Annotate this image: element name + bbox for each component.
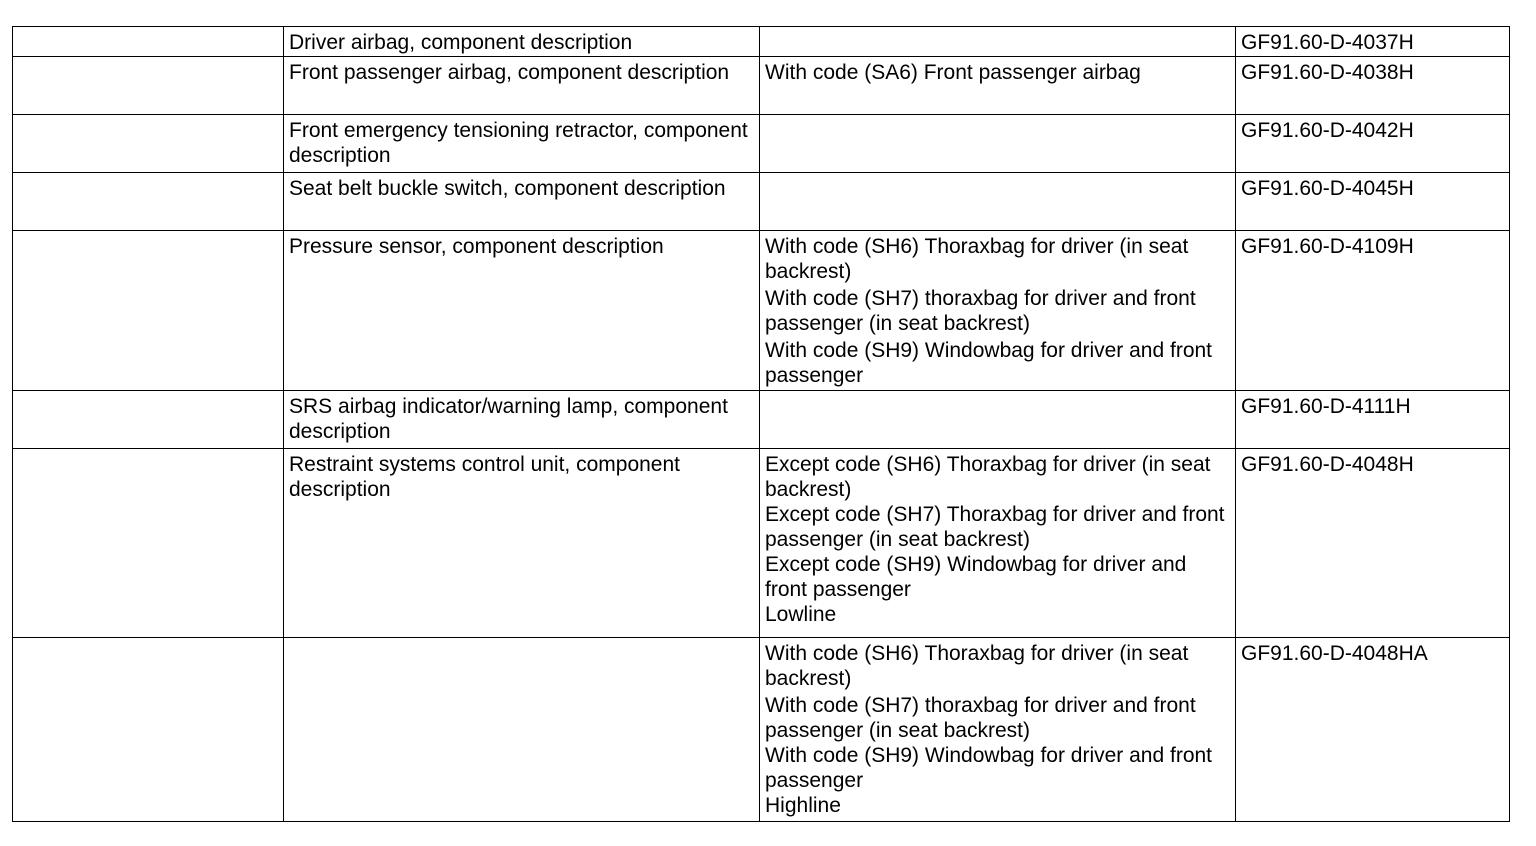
reference-cell: GF91.60-D-4048H xyxy=(1236,449,1510,638)
reference-cell: GF91.60-D-4038H xyxy=(1236,57,1510,115)
notes-cell xyxy=(760,115,1236,173)
description-cell: Front passenger airbag, component description xyxy=(284,57,760,115)
table-row xyxy=(13,449,1510,638)
table-row xyxy=(13,231,1510,391)
description-cell: Restraint systems control unit, component description xyxy=(284,449,760,638)
note-line: With code (SH9) Windowbag for driver and front passenger xyxy=(765,744,1213,792)
description-cell: Driver airbag, component description xyxy=(284,27,760,57)
reference-cell: GF91.60-D-4045H xyxy=(1236,173,1510,231)
notes-cell xyxy=(760,57,1236,115)
blank-cell xyxy=(13,231,284,391)
note-line: With code (SH6) Thoraxbag for driver (in seat backrest) xyxy=(765,642,1189,690)
note-line: With code (SH6) Thoraxbag for driver (in seat backrest) xyxy=(765,235,1189,283)
description-cell: Pressure sensor, component description xyxy=(284,231,760,391)
description-cell xyxy=(284,638,760,822)
description-cell: Seat belt buckle switch, component description xyxy=(284,173,760,231)
reference-cell: GF91.60-D-4042H xyxy=(1236,115,1510,173)
table-row xyxy=(13,391,1510,449)
reference-cell: GF91.60-D-4109H xyxy=(1236,231,1510,391)
note-line: Except code (SH6) Thoraxbag for driver (in seat backrest) xyxy=(765,453,1211,501)
description-cell: Front emergency tensioning retractor, component description xyxy=(284,115,760,173)
blank-cell xyxy=(13,638,284,822)
note-line: Except code (SH7) Thoraxbag for driver and front passenger (in seat backrest) xyxy=(765,503,1225,551)
notes-cell xyxy=(760,27,1236,57)
table-row xyxy=(13,638,1510,822)
blank-cell xyxy=(13,27,284,57)
table-row xyxy=(13,57,1510,115)
component-reference-table xyxy=(12,26,1510,822)
notes-cell xyxy=(760,638,1236,822)
reference-cell: GF91.60-D-4037H xyxy=(1236,27,1510,57)
notes-cell xyxy=(760,449,1236,638)
table-row xyxy=(13,115,1510,173)
blank-cell xyxy=(13,449,284,638)
note-line: With code (SH9) Windowbag for driver and front passenger xyxy=(765,339,1213,387)
note-line: With code (SA6) Front passenger airbag xyxy=(765,61,1141,84)
note-line: Lowline xyxy=(765,603,837,626)
blank-cell xyxy=(13,57,284,115)
note-line: With code (SH7) thoraxbag for driver and front passenger (in seat backrest) xyxy=(765,694,1196,742)
note-line: Except code (SH9) Windowbag for driver and front passenger xyxy=(765,553,1187,601)
notes-cell xyxy=(760,391,1236,449)
blank-cell xyxy=(13,115,284,173)
notes-cell xyxy=(760,173,1236,231)
table-row xyxy=(13,173,1510,231)
reference-cell: GF91.60-D-4111H xyxy=(1236,391,1510,449)
reference-cell: GF91.60-D-4048HA xyxy=(1236,638,1510,822)
blank-cell xyxy=(13,391,284,449)
notes-cell xyxy=(760,231,1236,391)
blank-cell xyxy=(13,173,284,231)
note-line: With code (SH7) thoraxbag for driver and front passenger (in seat backrest) xyxy=(765,287,1196,335)
description-cell: SRS airbag indicator/warning lamp, component description xyxy=(284,391,760,449)
note-line: Highline xyxy=(765,794,841,817)
table-row xyxy=(13,27,1510,57)
